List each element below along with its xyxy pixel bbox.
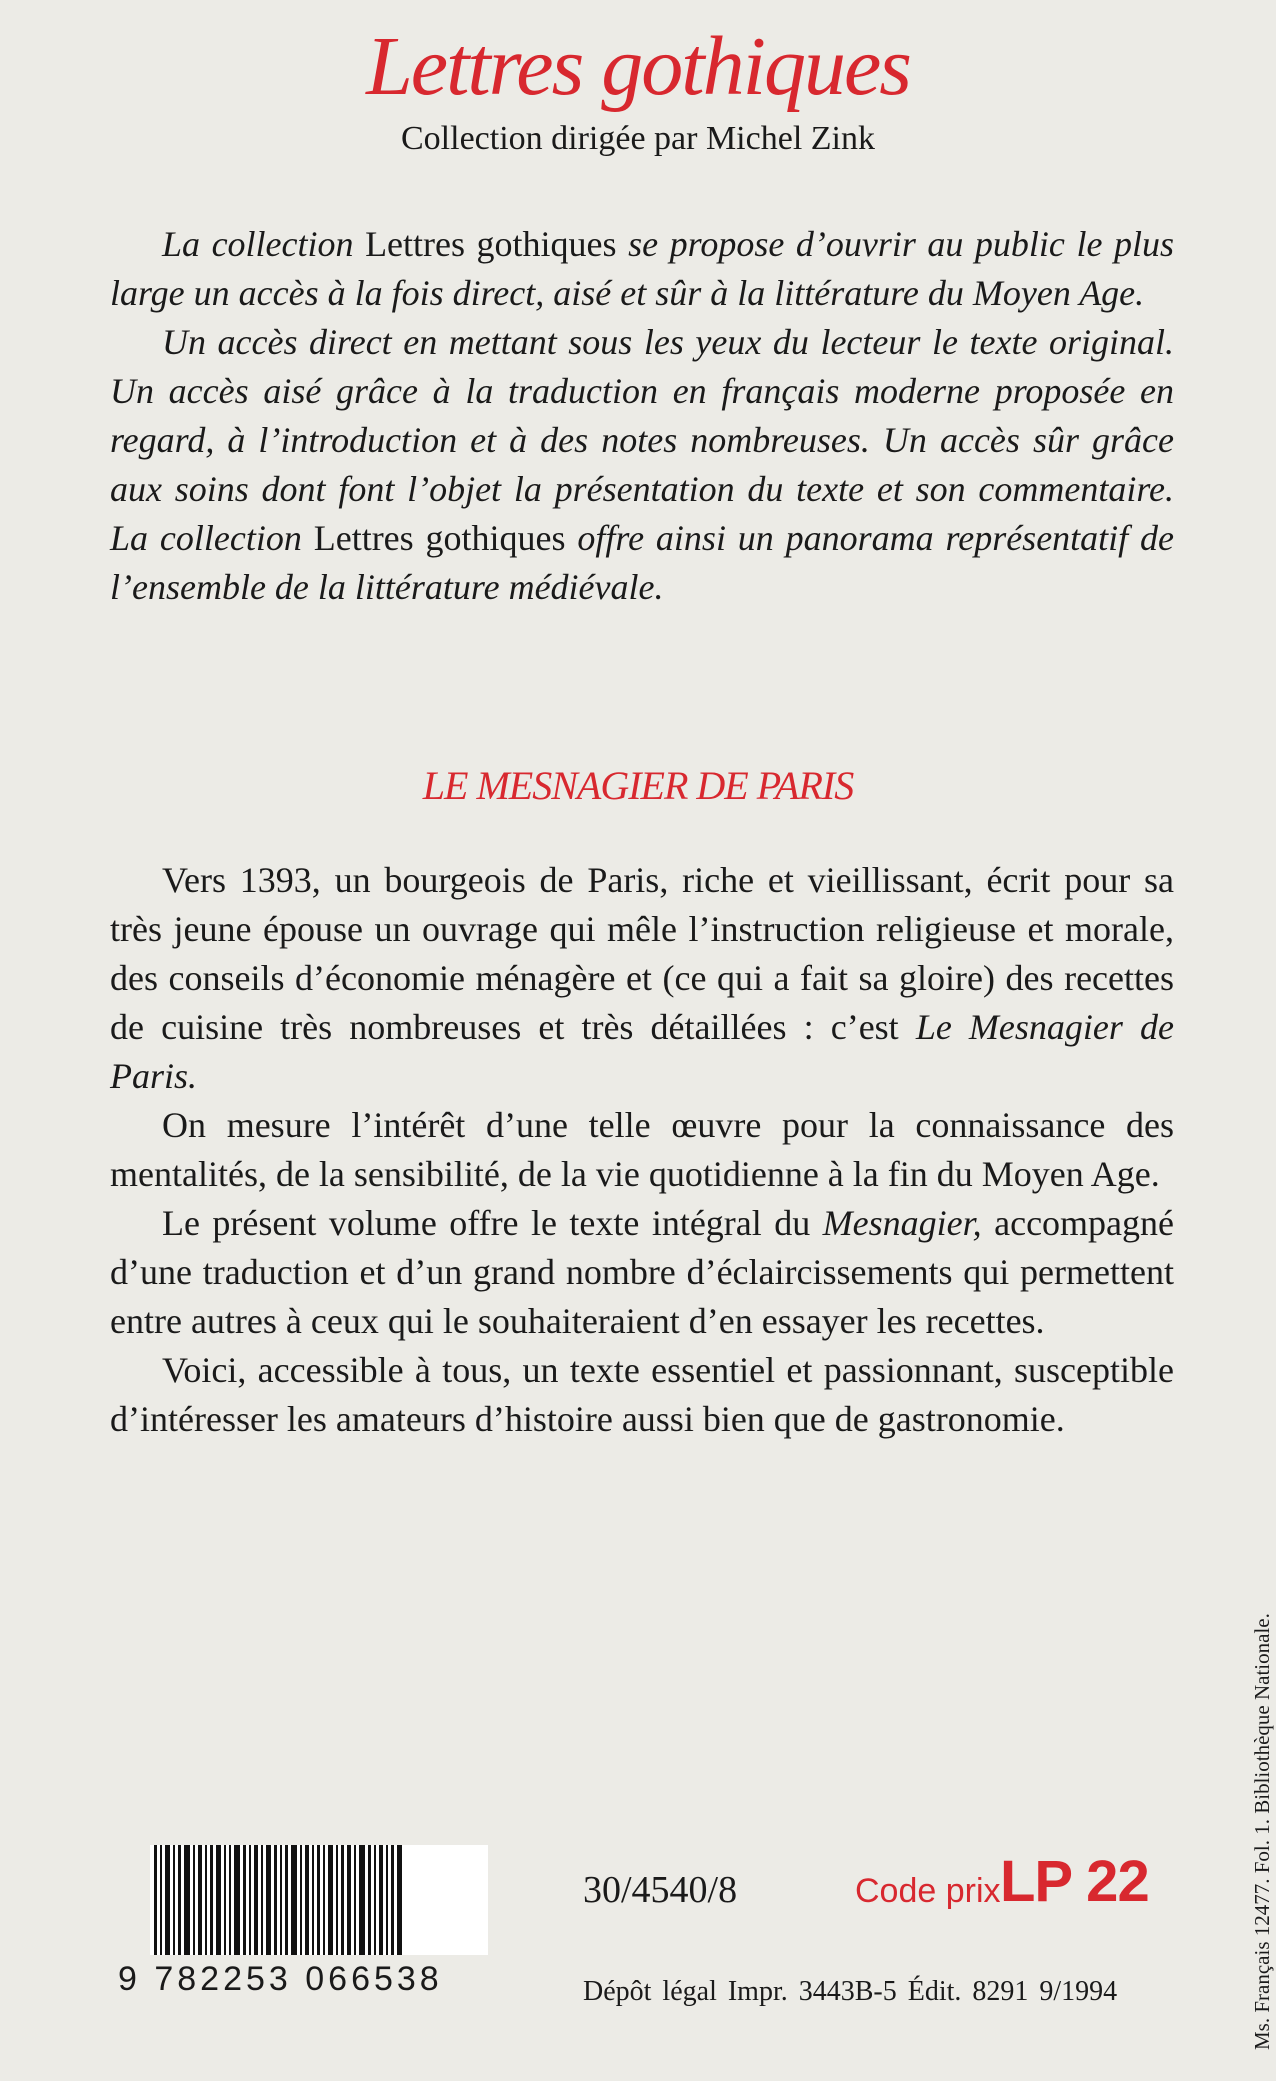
desc-paragraph-4: Voici, accessible à tous, un texte essentiel et passionnant, susceptible d’intéresser les amateurs d’histoire aussi bien que de gastronomie.: [110, 1350, 1174, 1439]
price-code: LP 22: [1000, 1849, 1149, 1914]
barcode-bar: [354, 1845, 356, 1955]
intro-p2-series: Lettres gothiques: [313, 518, 566, 558]
barcode-bar: [205, 1845, 207, 1955]
barcode-bar: [216, 1845, 221, 1955]
barcode: [150, 1845, 488, 1955]
barcode-bar: [178, 1845, 181, 1955]
intro-p1-c: se propose d’ouvrir au public le plus large un accès à la fois direct, aisé et sûr à la littérature du Moyen Age.: [110, 224, 1174, 313]
barcode-bar: [173, 1845, 175, 1955]
barcode-bar: [341, 1845, 344, 1955]
barcode-bar: [254, 1845, 258, 1955]
barcode-bar: [312, 1845, 314, 1955]
barcode-bar: [165, 1845, 170, 1955]
legal-deposit: Dépôt légal Impr. 3443B-5 Édit. 8291 9/1994: [583, 1976, 1118, 2007]
barcode-bar: [266, 1845, 271, 1955]
series-subtitle: Collection dirigée par Michel Zink: [401, 120, 875, 157]
barcode-bar: [379, 1845, 383, 1955]
intro-p1-series: Lettres gothiques: [365, 224, 617, 264]
barcode-bar: [154, 1845, 157, 1955]
barcode-bar: [305, 1845, 309, 1955]
desc-paragraph-3: [110, 1199, 1174, 1346]
barcode-bar: [317, 1845, 320, 1955]
desc-p3-c: accompagné d’une traduction et d’un grand nombre d’éclaircissements qui permettent entre autres à ceux qui le souhaiteraient d’en essayer les recettes.: [110, 1203, 1175, 1341]
desc-paragraph-2: On mesure l’intérêt d’une telle œuvre pour la connaissance des mentalités, de la sensibilité, de la vie quotidienne à la fin du Moyen Age.: [110, 1105, 1174, 1194]
barcode-bar: [386, 1845, 388, 1955]
barcode-bar: [285, 1845, 288, 1955]
barcode-bar: [229, 1845, 231, 1955]
series-title: Lettres gothiques: [366, 20, 910, 113]
barcode-bar: [184, 1845, 190, 1955]
intro-paragraph-2: [110, 318, 1174, 612]
barcode-bar: [359, 1845, 365, 1955]
desc-paragraph-1: [110, 856, 1174, 1101]
barcode-bar: [300, 1845, 302, 1955]
barcode-bar: [210, 1845, 213, 1955]
desc-p1-a: Vers 1393, un bourgeois de Paris, riche et vieillissant, écrit pour sa très jeune épouse un ouvrage qui mêle l’instruction religieuse et morale, des conseils d’économie ménagère et (ce qui a fait sa gloire) des recettes de cuisine très nombreuses et très détaillées : c’est: [110, 860, 1174, 1047]
price-code-label: Code prix: [855, 1872, 1001, 1910]
intro-p1-a: La collection: [162, 224, 354, 264]
barcode-bar: [336, 1845, 338, 1955]
barcode-bar: [374, 1845, 376, 1955]
barcode-bar: [397, 1845, 402, 1955]
desc-p1-b: Le Mesnagier de Paris.: [110, 1007, 1174, 1096]
barcode-bar: [323, 1845, 325, 1955]
barcode-bar: [249, 1845, 251, 1955]
reference-number: 30/4540/8: [583, 1869, 738, 1911]
barcode-bar: [368, 1845, 371, 1955]
intro-p2-c: offre ainsi un panorama représentatif de l’ensemble de la littérature médiévale.: [110, 518, 1175, 607]
barcode-bar: [160, 1845, 162, 1955]
barcode-bar: [243, 1845, 246, 1955]
barcode-bar: [391, 1845, 394, 1955]
barcode-bar: [193, 1845, 195, 1955]
book-description: [110, 856, 1174, 1444]
barcode-bar: [261, 1845, 263, 1955]
barcode-number: 9 782253 066538: [118, 1960, 443, 1998]
series-description: [110, 220, 1174, 612]
book-title: LE MESNAGIER DE PARIS: [422, 763, 854, 808]
desc-p3-b: Mesnagier,: [822, 1203, 982, 1243]
intro-p2-a: Un accès direct en mettant sous les yeux du lecteur le texte original. Un accès aisé grâce à la traduction en français moderne proposée en regard, à l’introduction et à des notes nombreuses. Un accès sûr grâce aux soins dont font l’objet la présentation du texte et son commentaire. La collection: [110, 322, 1174, 558]
barcode-bar: [234, 1845, 240, 1955]
barcode-bar: [224, 1845, 226, 1955]
barcode-bar: [198, 1845, 202, 1955]
image-credit: Ms. Français 12477. Fol. 1. Bibliothèque Nationale.: [1250, 1613, 1274, 2050]
barcode-bar: [291, 1845, 297, 1955]
barcode-bar: [274, 1845, 277, 1955]
barcode-bar: [280, 1845, 282, 1955]
barcode-bar: [347, 1845, 351, 1955]
barcode-bar: [328, 1845, 333, 1955]
intro-paragraph-1: [110, 220, 1174, 318]
desc-p3-a: Le présent volume offre le texte intégral du: [162, 1203, 811, 1243]
